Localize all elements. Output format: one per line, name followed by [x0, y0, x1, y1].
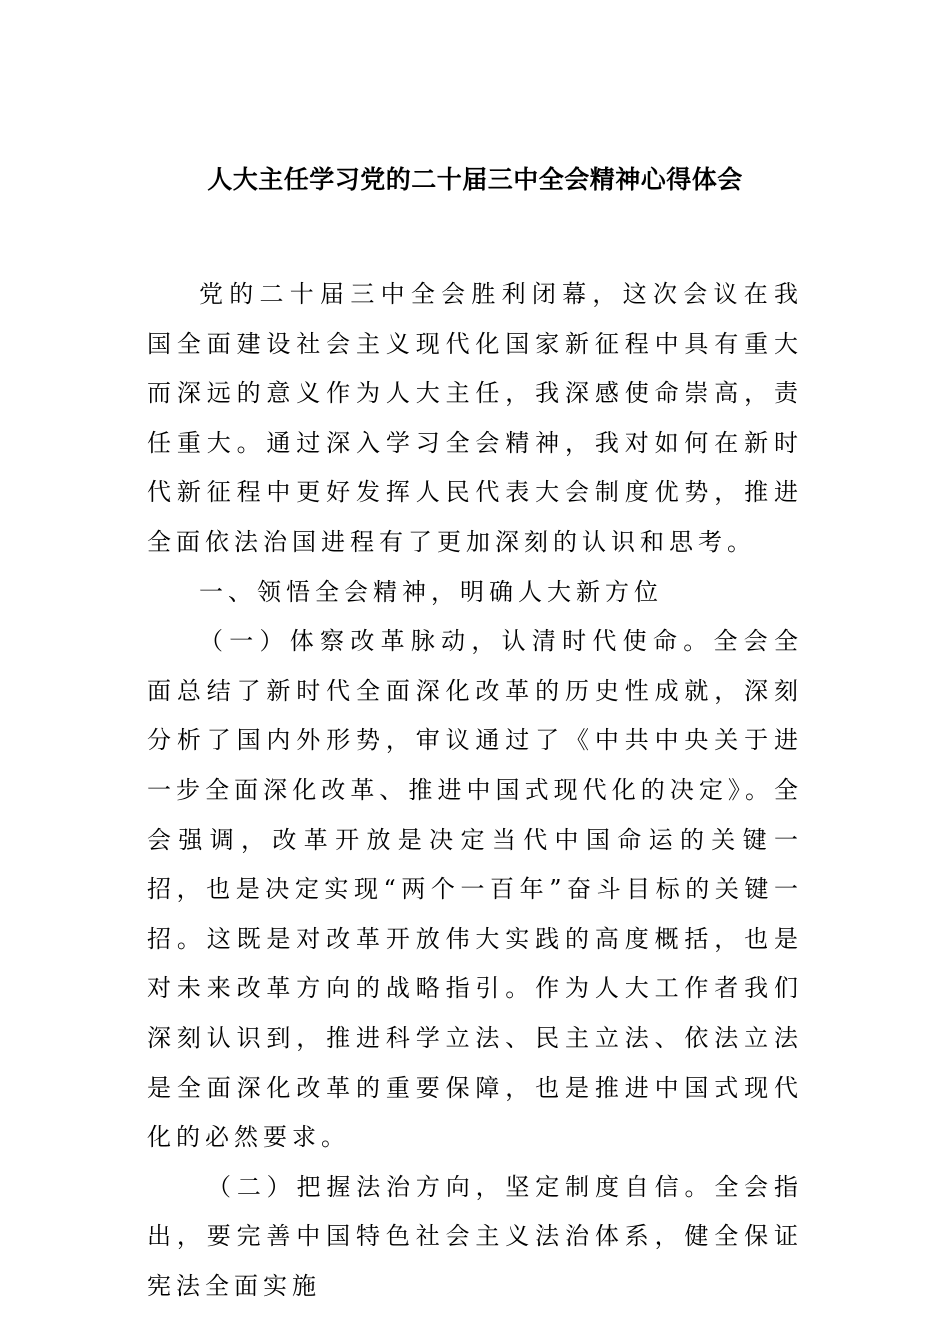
- document-title: 人大主任学习党的二十届三中全会精神心得体会: [207, 165, 743, 194]
- section-heading-1: 一、领悟全会精神，明确人大新方位: [199, 577, 663, 606]
- document-body: [147, 270, 803, 1311]
- paragraph-section-1-2: （二）把握法治方向，坚定制度自信。全会指出，要完善中国特色社会主义法治体系，健全保证宪法全面实施: [147, 1172, 803, 1300]
- paragraph-intro: 党的二十届三中全会胜利闭幕，这次会议在我国全面建设社会主义现代化国家新征程中具有重大而深远的意义作为人大主任，我深感使命崇高，责任重大。通过深入学习全会精神，我对如何在新时代新征程中更好发挥人民代表大会制度优势，推进全面依法治国进程有了更加深刻的认识和思考。: [147, 280, 803, 556]
- paragraph-section-1-1: （一）体察改革脉动，认清时代使命。全会全面总结了新时代全面深化改革的历史性成就，深刻分析了国内外形势，审议通过了《中共中央关于进一步全面深化改革、推进中国式现代化的决定》。全会强调，改革开放是决定当代中国命运的关键一招，也是决定实现“两个一百年”奋斗目标的关键一招。这既是对改革开放伟大实践的高度概括，也是对未来改革方向的战略指引。作为人大工作者我们深刻认识到，推进科学立法、民主立法、依法立法是全面深化改革的重要保障，也是推进中国式现代化的必然要求。: [147, 627, 803, 1152]
